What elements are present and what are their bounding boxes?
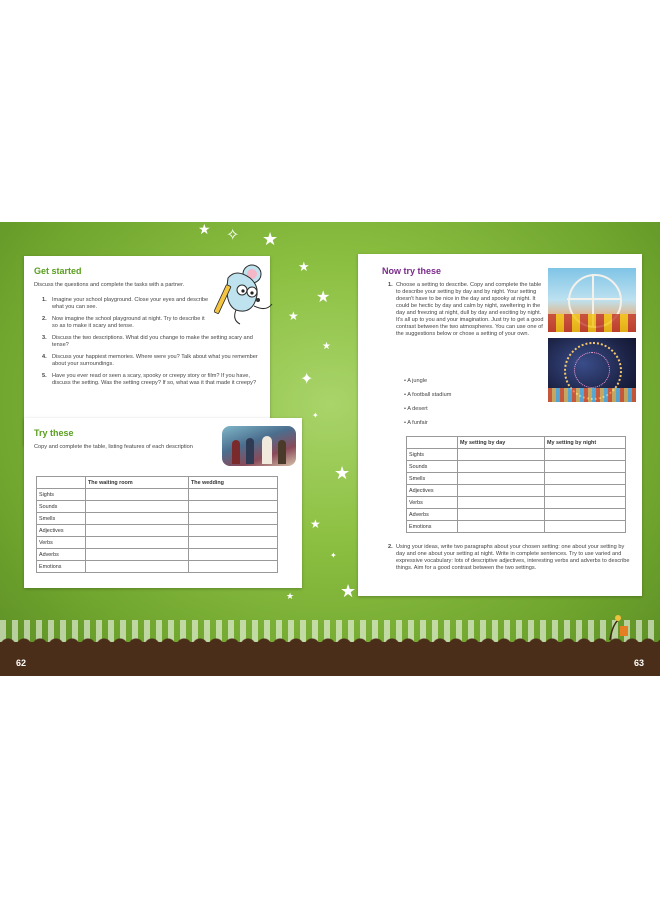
star-icon: ✦ [312,411,319,420]
row-label: Emotions [407,521,458,533]
table-row [407,461,626,473]
row-label: Adjectives [407,485,458,497]
table-cell [189,537,278,549]
row-label: Sounds [407,461,458,473]
table-cell [189,561,278,573]
setting-options-list [404,378,451,434]
star-icon: ✦ [300,371,314,388]
table-cell [545,485,626,497]
row-label: Adverbs [37,549,86,561]
star-icon: ★ [298,259,310,274]
now-try-these-panel [358,254,642,596]
row-label: Verbs [37,537,86,549]
star-icon: ★ [316,289,331,306]
table-row [37,537,278,549]
table-row [407,521,626,533]
table-cell [545,509,626,521]
table-row [407,449,626,461]
table-row [407,485,626,497]
soil-strip [0,642,660,676]
wedding-photo [222,426,296,466]
table-header: My setting by day [458,437,545,449]
table-cell [189,489,278,501]
task-item: 5. Have you ever read or seen a scary, spooky or creepy story or film? If you have, discuss the setting. Was the setting creepy? If so, what was it that made it creepy? [42,373,257,386]
table-header: The wedding [189,477,278,489]
table-row [37,513,278,525]
task-item: 3. Discuss the two descriptions. What did you change to make the setting scary and tense? [42,335,253,348]
row-label: Adjectives [37,525,86,537]
table-header [37,477,86,489]
star-icon: ✦ [330,551,337,560]
row-label: Smells [37,513,86,525]
table-row [37,561,278,573]
try-these-panel [24,418,302,588]
table-cell [545,521,626,533]
table-cell [458,485,545,497]
flower-pot-illustration [604,606,634,642]
task-1-text: 1. Choose a setting to describe. Copy and complete the table to describe your setting by day and by night. Your setting doesn't have to be nice in the day and spooky at night. It could be hectic by day and calm by night, sweltering in the day and freezing at night, dull by day and exciting by night. It's all up to you and your imagination. Just try to get a good contrast between the two atmospheres. You can use one of the suggestions below or chose a setting of your own. [388,282,544,337]
table-cell [189,513,278,525]
task-2-text: 2. Using your ideas, write two paragraphs about your chosen setting: one about your setting by day and one about your setting at night. Write in complete sentences. Try to use varied and expressive vocabulary: lots of descriptive adjectives, interesting verbs and adverbs to describe things. Aim for a good contrast between the two settings. [388,544,630,571]
row-label: Verbs [407,497,458,509]
table-cell [86,489,189,501]
table-header: The waiting room [86,477,189,489]
table-row [37,489,278,501]
list-item: • A desert [404,406,428,412]
table-row [37,549,278,561]
row-label: Adverbs [407,509,458,521]
table-cell [458,473,545,485]
row-label: Smells [407,473,458,485]
table-header: My setting by night [545,437,626,449]
table-cell [189,525,278,537]
try-these-heading: Try these [34,428,74,438]
page-number-left: 62 [16,658,27,668]
star-icon: ★ [322,341,331,352]
table-cell [545,461,626,473]
table-cell [86,549,189,561]
table-cell [458,521,545,533]
star-icon: ★ [340,581,357,601]
star-icon: ★ [286,591,295,601]
list-item: • A football stadium [404,392,452,398]
get-started-heading: Get started [34,266,82,276]
get-started-intro: Discuss the questions and complete the tasks with a partner. [34,282,185,288]
ferris-wheel-day-photo [548,268,636,332]
table-cell [86,537,189,549]
star-icon: ★ [262,229,279,249]
now-try-these-table [406,436,626,533]
star-icon: ★ [288,309,299,323]
table-row [407,473,626,485]
table-cell [86,501,189,513]
star-icon: ★ [310,517,321,531]
now-try-these-heading: Now try these [382,266,442,276]
list-item: • A jungle [404,378,428,384]
table-cell [545,449,626,461]
table-header-row [37,477,278,489]
table-cell [189,501,278,513]
row-label: Emotions [37,561,86,573]
table-cell [458,509,545,521]
table-cell [545,473,626,485]
star-icon: ★ [198,222,211,237]
row-label: Sights [37,489,86,501]
task-item: 1. Imagine your school playground. Close your eyes and describe what you can see. [42,297,209,310]
ferris-wheel-night-photo [548,338,636,402]
table-cell [189,549,278,561]
page-number-right: 63 [633,658,644,668]
table-header [407,437,458,449]
table-row [37,525,278,537]
try-these-intro: Copy and complete the table, listing features of each description [34,444,193,450]
book-spread [0,222,660,676]
row-label: Sounds [37,501,86,513]
task-item: 4. Discuss your happiest memories. Where were you? Talk about what you remember about your surroundings. [42,354,258,367]
table-cell [86,525,189,537]
row-label: Sights [407,449,458,461]
try-these-table [36,476,278,573]
star-icon: ★ [334,463,351,483]
table-cell [86,561,189,573]
task-item: 2. Now imagine the school playground at night. Try to describe it so as to make it scary and tense. [42,316,205,329]
table-row [37,501,278,513]
table-cell [86,513,189,525]
star-icon: ✧ [226,227,240,244]
table-cell [458,497,545,509]
table-header-row [407,437,626,449]
table-cell [458,461,545,473]
table-row [407,497,626,509]
list-item: • A funfair [404,420,428,426]
table-cell [545,497,626,509]
table-cell [458,449,545,461]
table-row [407,509,626,521]
mouse-mascot-illustration [214,264,274,328]
